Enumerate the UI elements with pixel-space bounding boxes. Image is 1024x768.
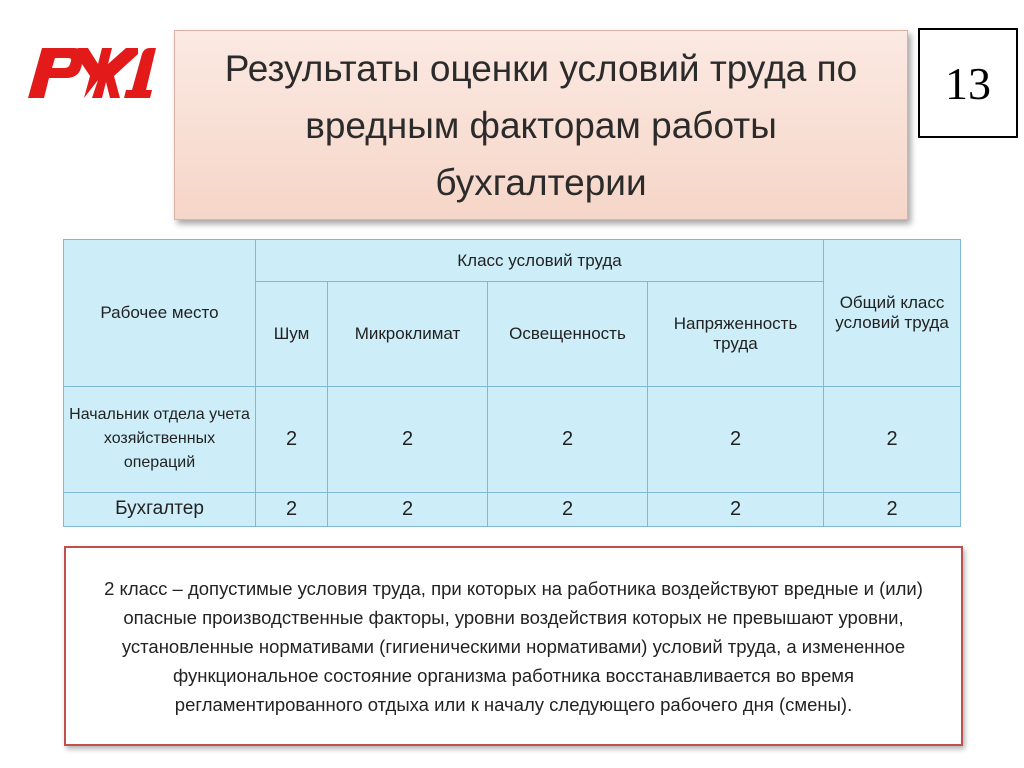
header-lighting: Освещенность [488,282,648,386]
cell-value: 2 [648,386,824,492]
working-conditions-table [63,239,961,527]
rzd-logo [24,40,160,102]
header-workplace: Рабочее место [64,240,256,387]
cell-total: 2 [824,386,961,492]
header-noise: Шум [256,282,328,386]
cell-total: 2 [824,492,961,526]
header-total-class: Общий класс условий труда [824,240,961,387]
header-microclimate: Микроклимат [328,282,488,386]
table-row [64,386,961,492]
definition-note [64,546,963,746]
title-panel [174,30,908,220]
cell-value: 2 [488,492,648,526]
cell-value: 2 [256,492,328,526]
row-workplace: Начальник отдела учета хозяйственных операций [64,386,256,492]
table-row [64,492,961,526]
slide-title: Результаты оценки условий труда по вредным факторам работы бухгалтерии [224,47,858,203]
cell-value: 2 [648,492,824,526]
note-text: 2 класс – допустимые условия труда, при которых на работника воздействуют вредные и (или) опасные производственные факторы, уровни воздействия которых не превышают уровни, установленные нормативами (гигиеническими нормативами) условий труда, а измененное функциональное состояние организма работника восстанавливается во время регламентированного отдыха или к началу следующего рабочего дня (смены). [104,577,923,715]
cell-value: 2 [328,492,488,526]
cell-value: 2 [488,386,648,492]
cell-value: 2 [328,386,488,492]
cell-value: 2 [256,386,328,492]
row-workplace: Бухгалтер [64,492,256,526]
page-number: 13 [918,28,1018,138]
header-class-group: Класс условий труда [256,240,824,282]
header-intensity: Напряженность труда [648,282,824,386]
